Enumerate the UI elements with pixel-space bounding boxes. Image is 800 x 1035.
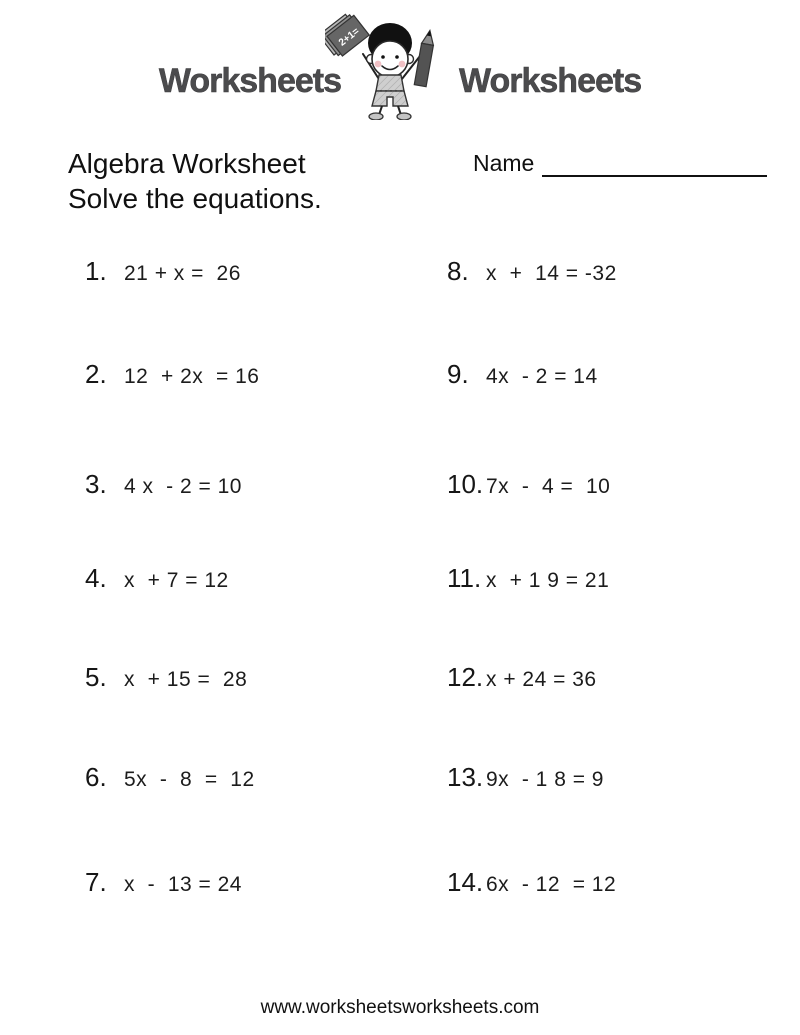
problem-number: 9.: [447, 359, 469, 389]
problem-item: [447, 762, 604, 793]
problem-equation: x - 13 = 24: [124, 873, 242, 896]
problem-equation: 4x - 2 = 14: [486, 365, 598, 388]
problem-equation: 6x - 12 = 12: [486, 873, 617, 896]
problem-equation: x + 7 = 12: [124, 569, 229, 592]
problem-equation: 7x - 4 = 10: [486, 475, 611, 498]
name-block: [473, 150, 767, 177]
logo-left-text: Worksheets: [158, 62, 341, 100]
problem-item: [447, 469, 610, 500]
problem-equation: 4 x - 2 = 10: [124, 475, 242, 498]
logo-right-text: Worksheets: [459, 62, 642, 100]
problem-number: 5.: [85, 662, 107, 692]
problem-number: 4.: [85, 563, 107, 593]
problem-equation: x + 1 9 = 21: [486, 569, 610, 592]
problem-item: [85, 469, 242, 500]
problem-number: 12.: [447, 662, 484, 692]
problem-equation: 9x - 1 8 = 9: [486, 768, 604, 791]
problem-number: 13.: [447, 762, 484, 792]
problem-number: 8.: [447, 256, 469, 286]
problem-equation: 12 + 2x = 16: [124, 365, 260, 388]
book-icon: [325, 11, 369, 60]
mascot-boy-icon: [325, 4, 475, 120]
problem-item: [447, 256, 617, 287]
problem-equation: 21 + x = 26: [124, 262, 241, 285]
problem-item: [85, 867, 242, 898]
problem-item: [447, 867, 616, 898]
logo: [0, 4, 800, 120]
problem-item: [447, 563, 609, 594]
worksheet-subtitle: Solve the equations.: [68, 183, 322, 214]
problem-number: 10.: [447, 469, 484, 499]
name-line: [542, 151, 767, 177]
problem-number: 14.: [447, 867, 484, 897]
problem-number: 3.: [85, 469, 107, 499]
worksheet-title: Algebra Worksheet: [68, 148, 306, 179]
problem-number: 6.: [85, 762, 107, 792]
problem-item: [85, 662, 247, 693]
problem-number: 7.: [85, 867, 107, 897]
footer-url: www.worksheetsworksheets.com: [260, 997, 540, 1018]
book-label: 2+1=: [336, 25, 362, 49]
problem-item: [85, 359, 259, 390]
problem-equation: x + 15 = 28: [124, 668, 248, 691]
problem-equation: x + 14 = -32: [486, 262, 617, 285]
problem-item: [85, 256, 241, 287]
problem-equation: 5x - 8 = 12: [124, 768, 255, 791]
problem-equation: x + 24 = 36: [486, 668, 597, 691]
problem-item: [447, 662, 597, 693]
title-block: [68, 146, 322, 216]
problem-number: 1.: [85, 256, 107, 286]
problem-item: [85, 563, 229, 594]
problem-item: [85, 762, 255, 793]
name-label: Name: [473, 150, 535, 176]
problem-number: 11.: [447, 563, 482, 593]
problem-number: 2.: [85, 359, 107, 389]
problem-item: [447, 359, 598, 390]
